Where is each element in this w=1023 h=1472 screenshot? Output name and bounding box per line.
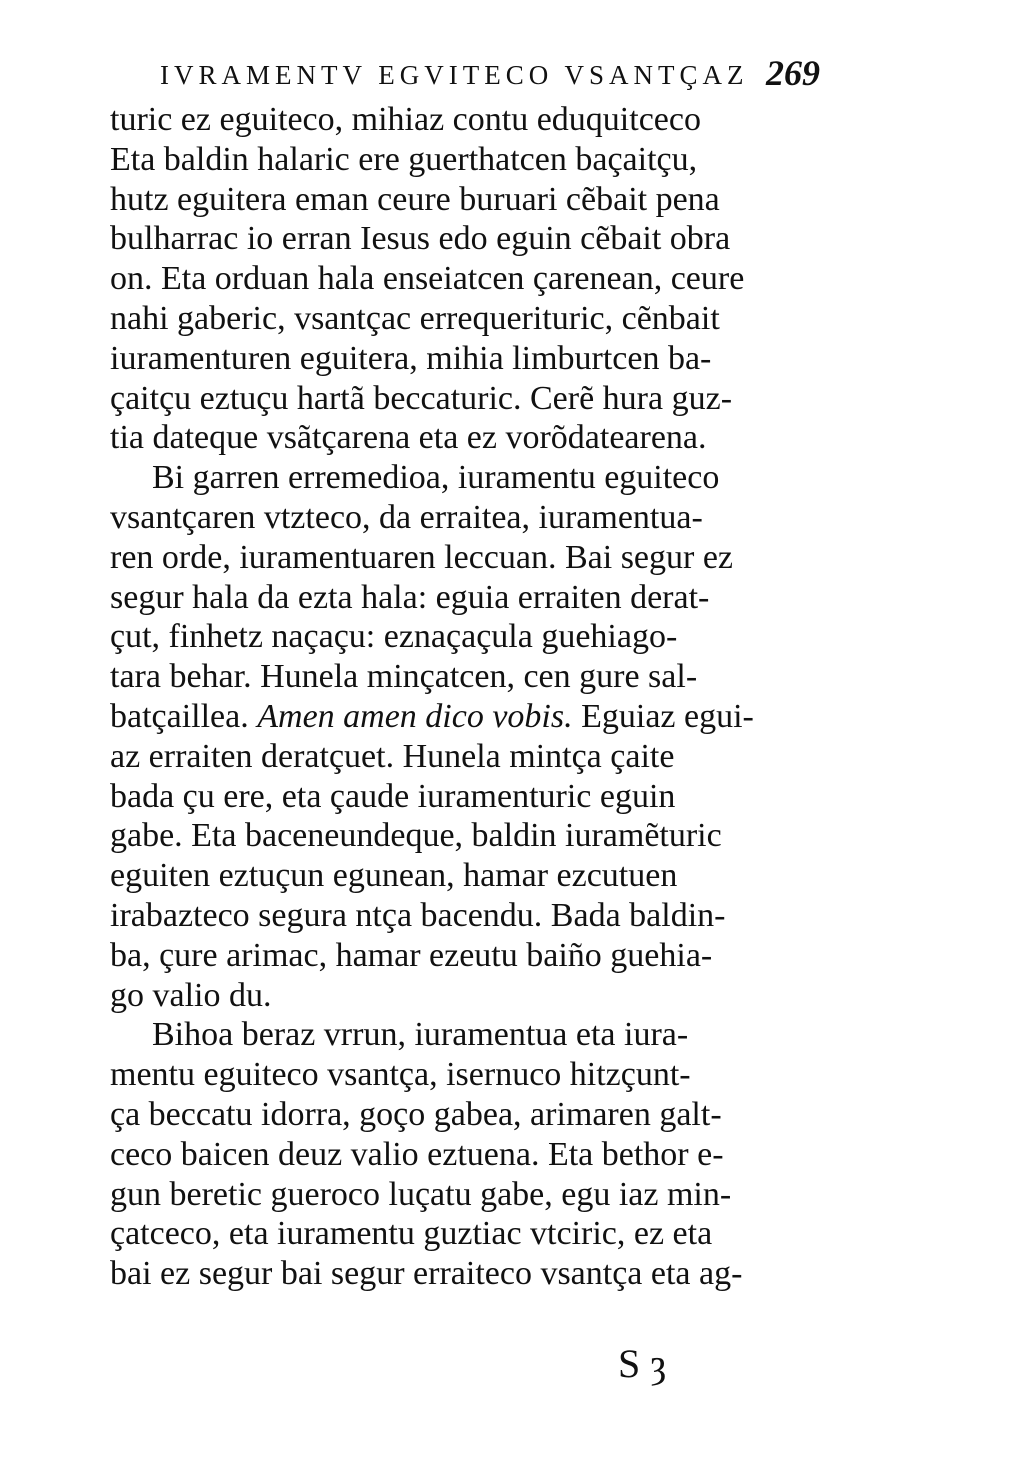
- text-line: bulharrac io erran Iesus edo eguin cẽbait obra: [110, 220, 731, 258]
- running-title: IVRAMENTV EGVITECO VSANTÇAZ: [160, 60, 749, 90]
- page-number: 269: [766, 53, 820, 93]
- text-line: Eta baldin halaric ere guerthatcen baçaitçu,: [110, 140, 698, 178]
- text-line-with-latin: [110, 697, 825, 737]
- text-line: turic ez eguiteco, mihiaz contu eduquitceco: [110, 101, 701, 138]
- text-line: az erraiten deratçuet. Hunela mintça çaite: [110, 737, 675, 775]
- text-line: ren orde, iuramentuaren leccuan. Bai segur ez: [110, 538, 734, 576]
- text-line: nahi gaberic, vsantçac errequerituric, cẽnbait: [110, 299, 720, 337]
- text-line: ceco baicen deuz valio eztuena. Eta bethor e-: [110, 1135, 724, 1173]
- text-fragment: Eguiaz egui-: [572, 697, 754, 735]
- text-line: bada çu ere, eta çaude iuramenturic eguin: [110, 777, 676, 815]
- text-line: mentu eguiteco vsantça, isernuco hitzçunt-: [110, 1056, 691, 1094]
- latin-quotation: Amen amen dico vobis.: [257, 697, 573, 735]
- text-line: iuramenturen eguitera, mihia limburtcen ba-: [110, 339, 712, 377]
- text-line: irabazteco segura ntça bacendu. Bada baldin-: [110, 896, 726, 934]
- text-line: tara behar. Hunela minçatcen, cen gure sal-: [110, 658, 698, 696]
- text-line: vsantçaren vtzteco, da erraitea, iuramentua-: [110, 498, 703, 536]
- text-fragment: batçaillea.: [110, 697, 258, 735]
- paragraph-start-line: Bihoa beraz vrrun, iuramentua eta iura-: [152, 1016, 689, 1054]
- text-line: çatceco, eta iuramentu guztiac vtciric, ez eta: [110, 1215, 713, 1253]
- paragraph-start-line: Bi garren erremedioa, iuramentu eguiteco: [152, 459, 720, 497]
- text-line: go valio du.: [110, 976, 272, 1014]
- text-line: tia dateque vsãtçarena eta ez vorõdatearena.: [110, 419, 707, 457]
- signature-mark: S ȝ: [618, 1341, 667, 1386]
- text-line: ça beccatu idorra, goço gabea, arimaren galt-: [110, 1095, 722, 1133]
- text-block: [110, 100, 825, 1294]
- text-line: ba, çure arimac, hamar ezeutu baiño guehia-: [110, 936, 713, 974]
- text-line: eguiten eztuçun egunean, hamar ezcutuen: [110, 857, 678, 895]
- text-line: hutz eguitera eman ceure buruari cẽbait pena: [110, 180, 720, 218]
- text-line: çaitçu eztuçu hartã beccaturic. Cerẽ hura guz-: [110, 379, 733, 417]
- text-line: gabe. Eta baceneundeque, baldin iuramẽturic: [110, 817, 722, 855]
- text-line: segur hala da ezta hala: eguia erraiten derat-: [110, 578, 710, 616]
- text-line: gun beretic gueroco luçatu gabe, egu iaz min-: [110, 1175, 732, 1213]
- text-line: çut, finhetz naçaçu: eznaçaçula guehiago-: [110, 618, 678, 656]
- running-head: [160, 53, 820, 96]
- text-line: on. Eta orduan hala enseiatcen çarenean, ceure: [110, 260, 745, 298]
- text-line: bai ez segur bai segur erraiteco vsantça eta ag-: [110, 1255, 743, 1293]
